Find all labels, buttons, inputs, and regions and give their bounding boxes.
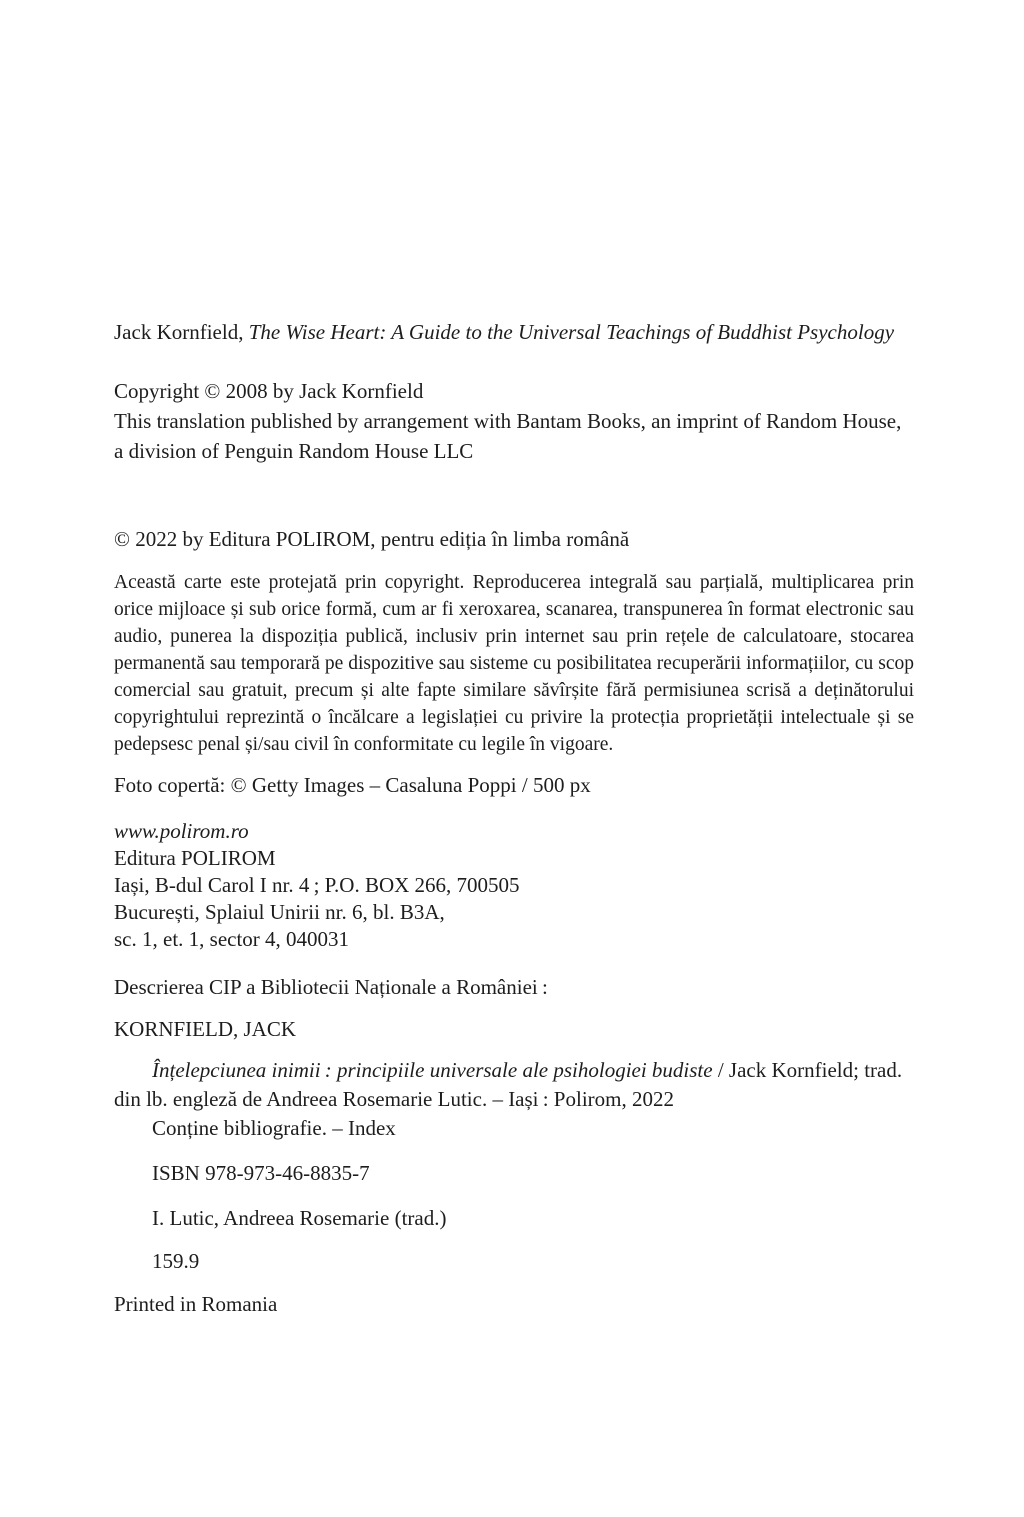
romanian-edition-copyright: © 2022 by Editura POLIROM, pentru ediția în limba română — [114, 527, 630, 551]
cip-author-entry: KORNFIELD, JACK — [114, 1017, 297, 1041]
publisher-name: Editura POLIROM — [114, 846, 276, 870]
printed-in-notice: Printed in Romania — [114, 1292, 278, 1316]
publisher-address-bucuresti-line2: sc. 1, et. 1, sector 4, 040031 — [114, 927, 350, 951]
legal-notice: Această carte este protejată prin copyright. Reproducerea integrală sau parțială, multiplicarea prin orice mijloace și sub orice formă, cum ar fi xeroxarea, scanarea, transpunerea în format electronic sau audio, punerea la dispoziția publică, inclusiv prin internet sau prin rețele de calculatoare, stocarea permanentă sau temporară pe dispozitive sau sisteme cu posibilitatea recuperării informațiilor, cu scop comercial sau gratuit, precum și alte fapte similare săvîrșite fără permisiunea scrisă a deținătorului copyrightului reprezintă o încălcare a legislației cu privire la protecția proprietății intelectuale și se pedepsesc penal și/sau civil în conformitate cu legile în vigoare. — [114, 572, 914, 755]
publisher-address-bucuresti-line1: București, Splaiul Unirii nr. 6, bl. B3A, — [114, 900, 445, 924]
attribution — [114, 316, 914, 348]
publisher-block — [114, 818, 914, 953]
translation-arrangement-notice: This translation published by arrangement with Bantam Books, an imprint of Random House, a division of Penguin Random House LLC — [114, 409, 902, 463]
cip-title-entry — [114, 1056, 914, 1143]
original-copyright-block — [114, 376, 914, 466]
publisher-website: www.polirom.ro — [114, 819, 249, 843]
cip-romanian-title: Înțelepciunea inimii : principiile universale ale psihologiei budiste — [152, 1058, 713, 1082]
cover-photo-credit: Foto copertă: © Getty Images – Casaluna Poppi / 500 px — [114, 773, 591, 797]
cip-bibliography-note: Conține bibliografie. – Index — [152, 1116, 396, 1140]
attribution-author: Jack Kornfield, — [114, 320, 249, 344]
translator-entry: I. Lutic, Andreea Rosemarie (trad.) — [152, 1206, 447, 1230]
isbn: ISBN 978-973-46-8835-7 — [152, 1161, 370, 1185]
original-book-title: The Wise Heart: A Guide to the Universal Teachings of Buddhist Psychology — [248, 320, 895, 344]
cip-description-heading: Descrierea CIP a Bibliotecii Naționale a României : — [114, 975, 548, 999]
classification-number: 159.9 — [152, 1249, 200, 1273]
copyright-notice: Copyright © 2008 by Jack Kornfield — [114, 379, 424, 403]
cip-title-details: / Jack Kornfield; trad. din lb. engleză de Andreea Rosemarie Lutic. – Iași : Polirom, 2022 — [114, 1058, 903, 1111]
publisher-address-iasi: Iași, B-dul Carol I nr. 4 ; P.O. BOX 266, 700505 — [114, 873, 520, 897]
copyright-page-content — [114, 316, 914, 1319]
